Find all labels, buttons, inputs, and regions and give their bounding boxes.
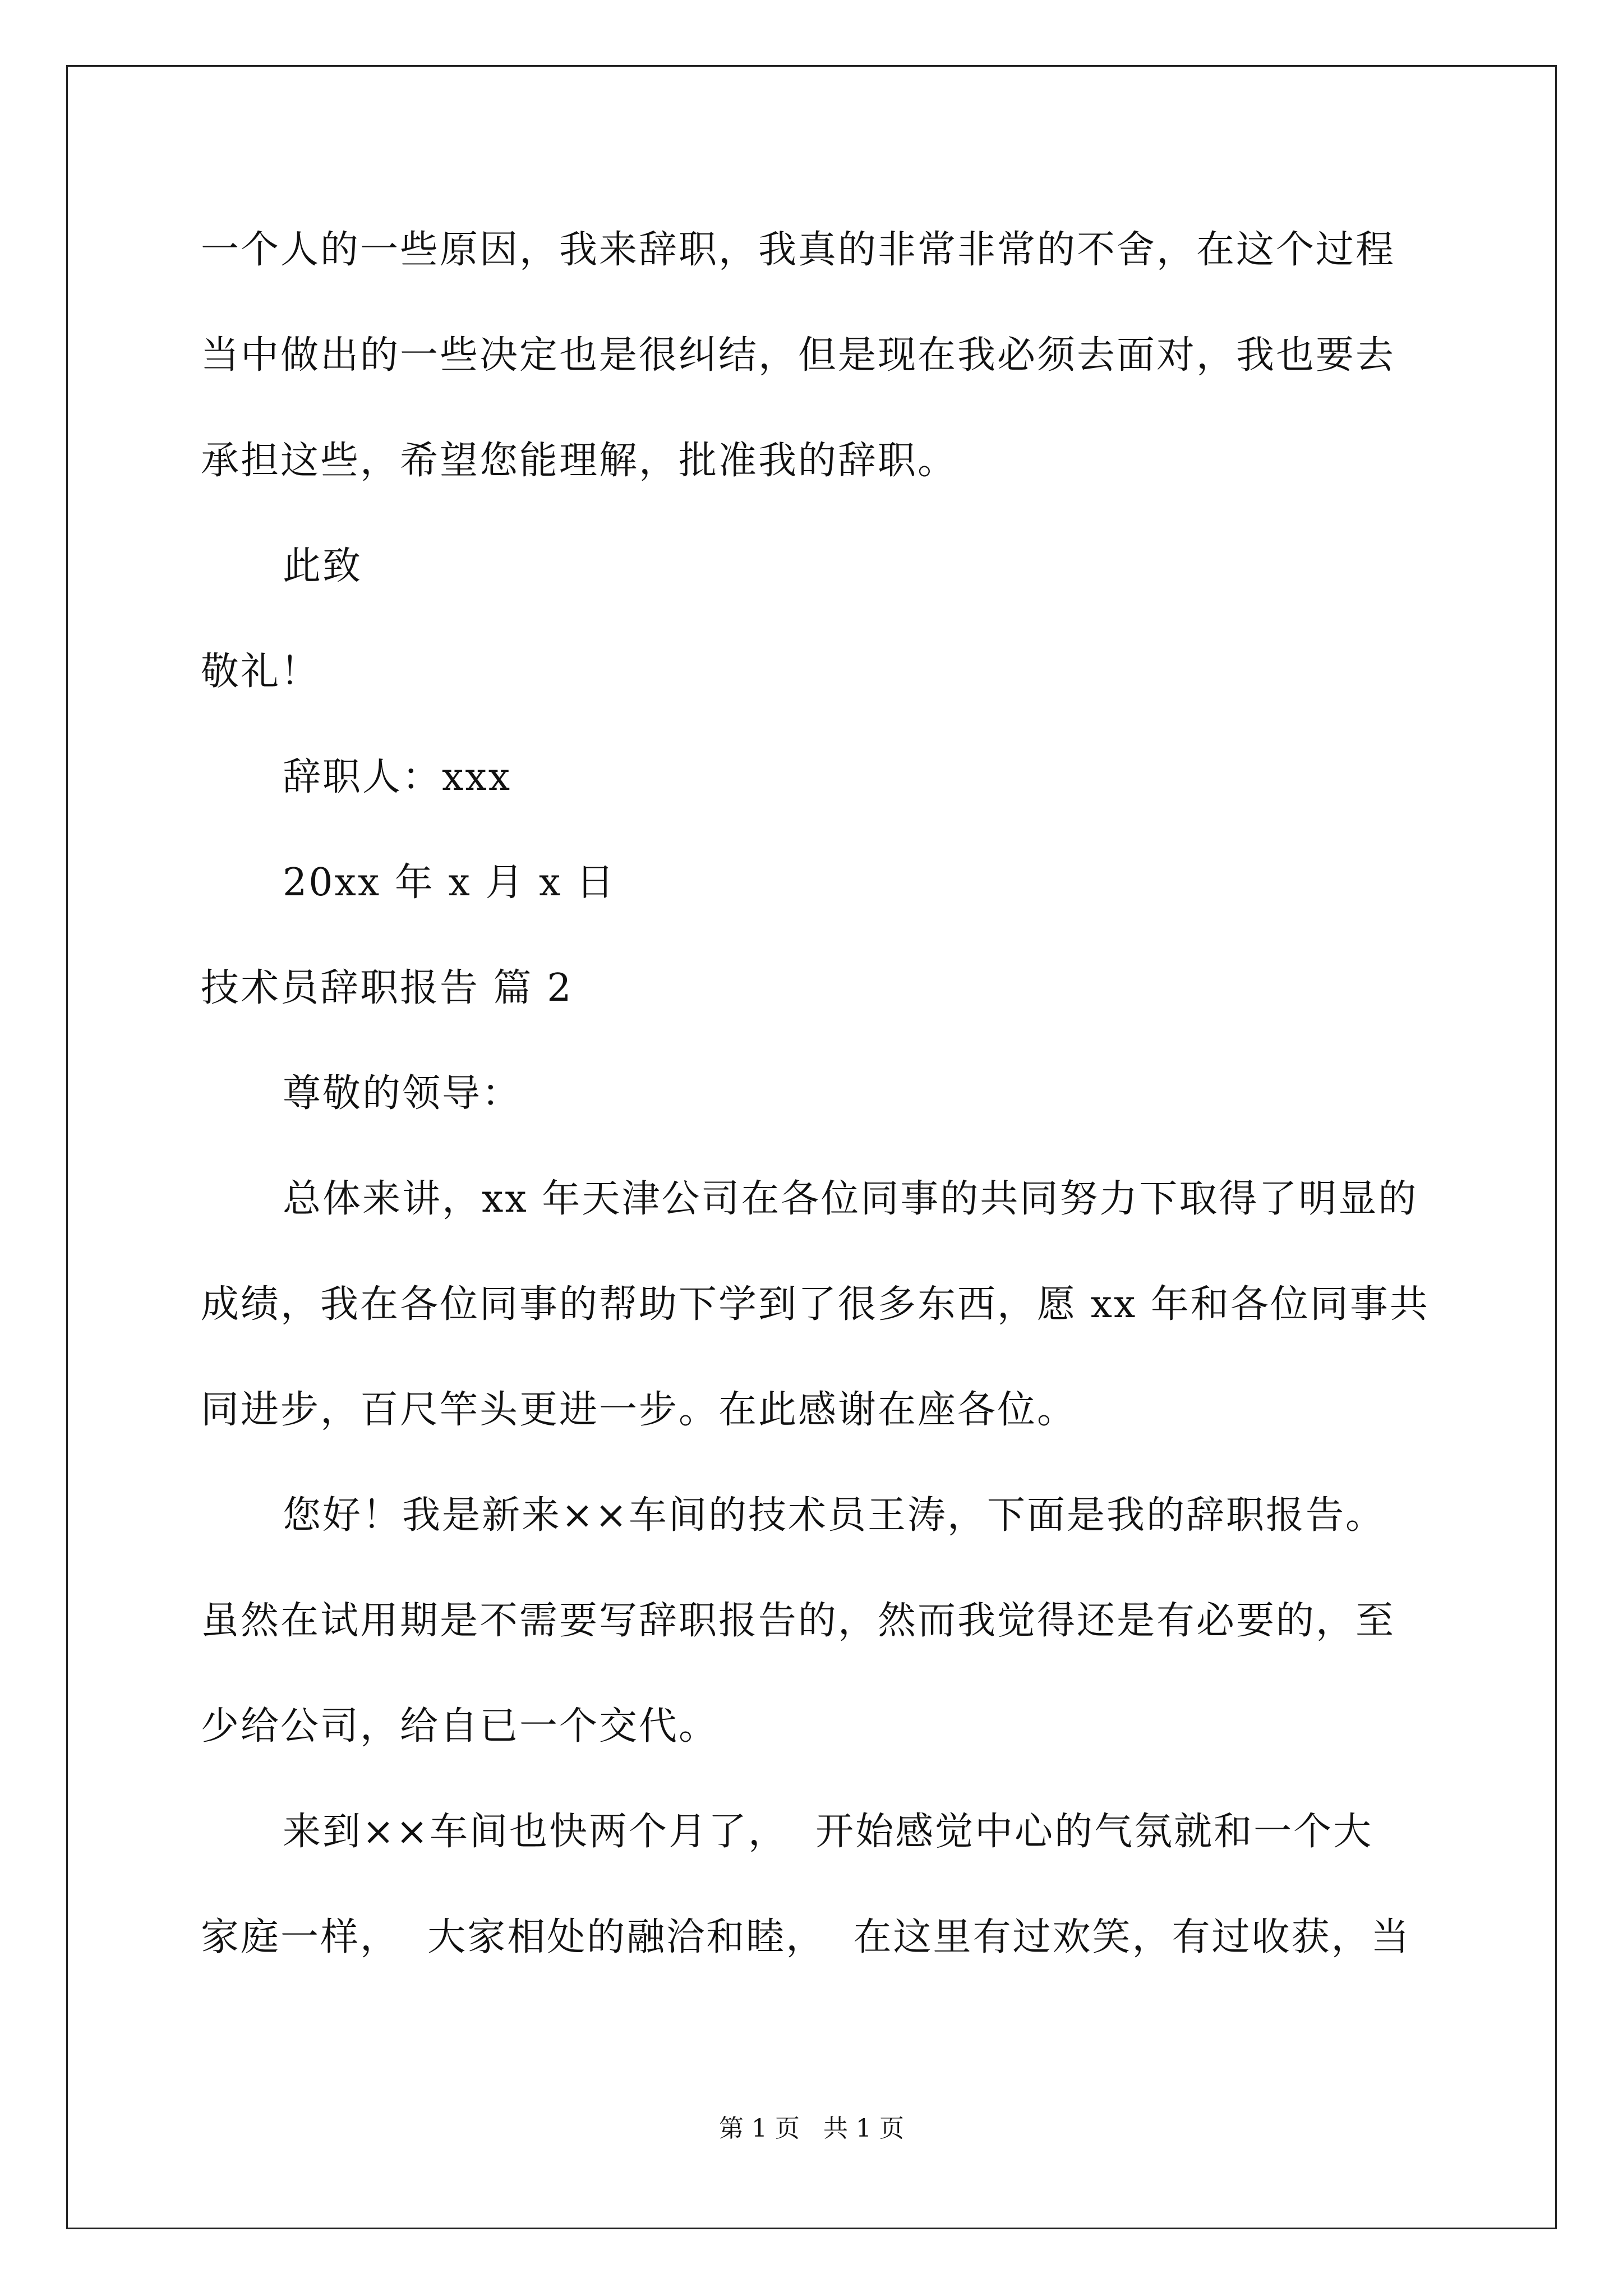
- body-line: 虽然在试用期是不需要写辞职报告的，然而我觉得还是有必要的，至: [201, 1599, 1396, 1643]
- closing-regards: 敬礼！: [201, 650, 321, 694]
- date-line: 20xx 年 x 月 x 日: [283, 861, 616, 905]
- body-line: 家庭一样， 大家相处的融洽和睦， 在这里有过欢笑，有过收获，当: [201, 1915, 1411, 1959]
- body-line: 承担这些，希望您能理解，批准我的辞职。: [201, 439, 958, 483]
- section-heading: 技术员辞职报告 篇 2: [201, 966, 573, 1010]
- body-line: 当中做出的一些决定也是很纠结，但是现在我必须去面对，我也要去: [201, 333, 1396, 378]
- closing-salutation: 此致: [283, 544, 363, 588]
- page-border: [66, 65, 1557, 2229]
- body-line: 一个人的一些原因，我来辞职，我真的非常非常的不舍，在这个过程: [201, 228, 1396, 272]
- greeting: 尊敬的领导：: [283, 1071, 522, 1116]
- body-line: 同进步，百尺竿头更进一步。在此感谢在座各位。: [201, 1388, 1077, 1432]
- body-line: 成绩，我在各位同事的帮助下学到了很多东西，愿 xx 年和各位同事共: [201, 1282, 1430, 1327]
- body-line: 少给公司，给自已一个交代。: [201, 1704, 719, 1749]
- body-line: 总体来讲，xx 年天津公司在各位同事的共同努力下取得了明显的: [283, 1177, 1418, 1221]
- body-line: 您好！我是新来××车间的技术员王涛，下面是我的辞职报告。: [283, 1493, 1385, 1538]
- page-number-footer: 第 1 页 共 1 页: [719, 2114, 904, 2143]
- body-line: 来到××车间也快两个月了， 开始感觉中心的气氛就和一个大: [283, 1810, 1373, 1854]
- signatory: 辞职人：xxx: [283, 755, 512, 799]
